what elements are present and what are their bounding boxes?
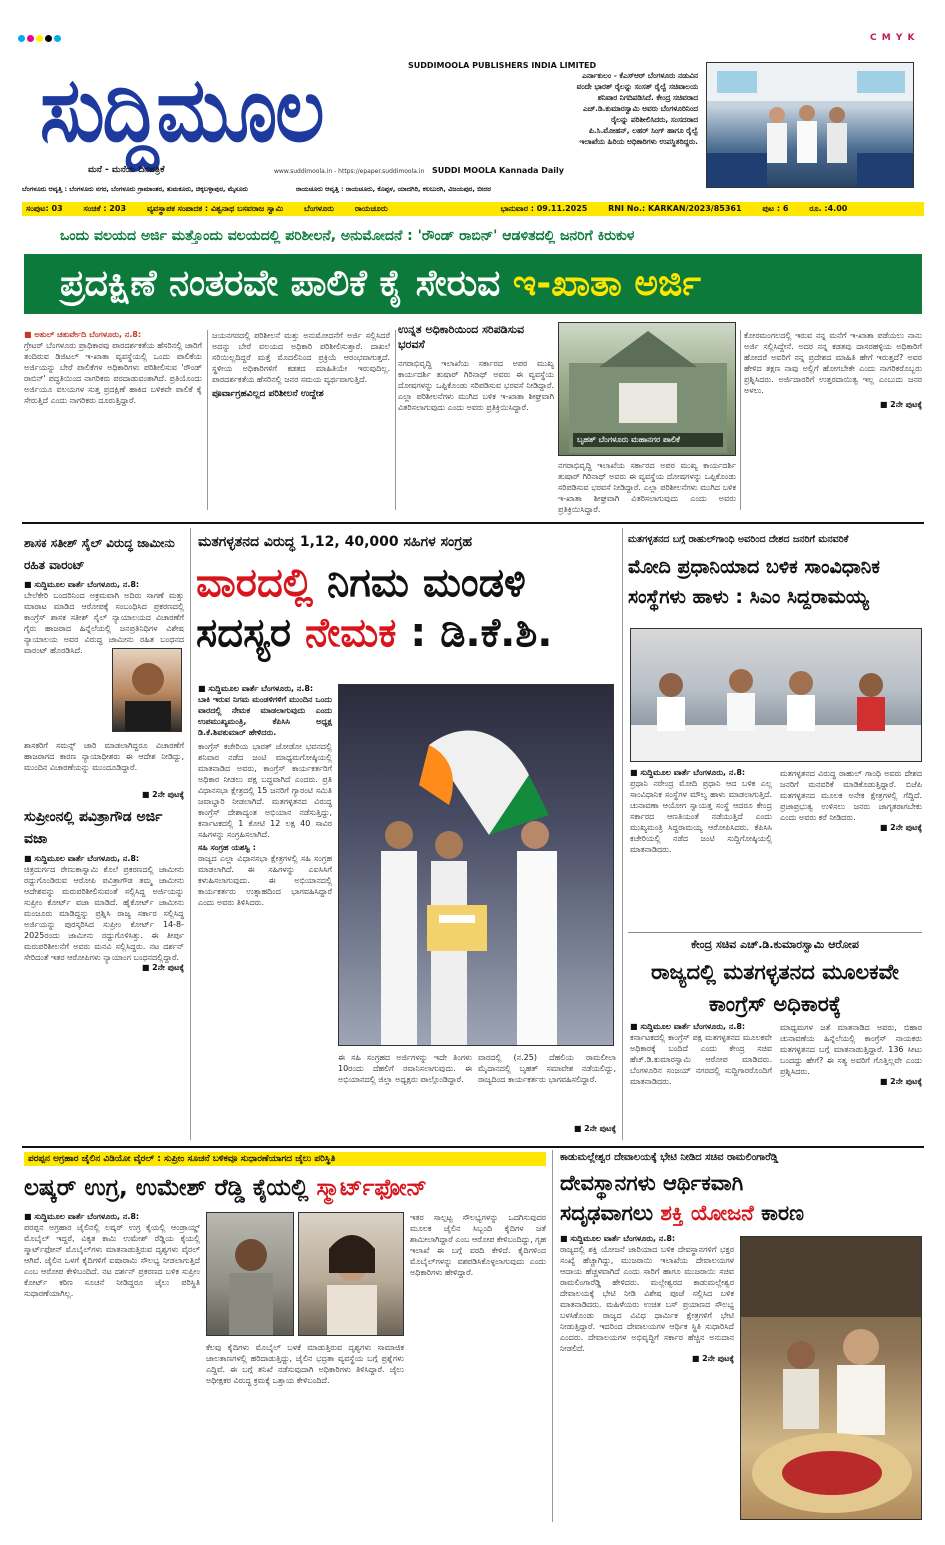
right-story1-col-2: [780, 768, 922, 833]
sidebar-box-title: ಉನ್ನತ ಅಧಿಕಾರಿಯಿಂದ ಸರಿಪಡಿಸುವ ಭರವಸೆ: [398, 323, 525, 351]
building-sign-text: ಬೃಹತ್ ಬೆಂಗಳೂರು ಮಹಾನಗರ ಪಾಲಿಕೆ: [577, 435, 680, 444]
lead-kicker: ಒಂದು ವಲಯದ ಅರ್ಜಿ ಮತ್ತೊಂದು ವಲಯದಲ್ಲಿ ಪರಿಶೀಲನೆ, ಅನುಮೋದನೆ : 'ರೌಂಡ್ ರಾಬಿನ್' ಆಡಳಿತದಲ್ಲಿ ಜನರಿಗೆ ಕಿರುಕುಳ: [60, 228, 635, 244]
inmate-2-illustration: [299, 1213, 404, 1336]
masthead-title: ಸುದ್ದಿಮೂಲ: [40, 56, 323, 162]
section-divider: [22, 522, 924, 524]
portrait-illustration: [113, 649, 182, 732]
lead-sidebar-box: [398, 322, 554, 413]
lead-subheading: ಪೂರ್ವಾಗ್ರಹವಿಲ್ಲದ ಪರಿಶೀಲನೆ ಉದ್ದೇಶ: [212, 389, 324, 399]
story1-more-link[interactable]: ■ 2ನೇ ಪುಟಕ್ಕೆ: [141, 790, 184, 799]
masthead-tagline: ಮನೆ - ಮನೆಯ ದಿನಪತ್ರಿಕೆ: [88, 165, 165, 175]
lead-more-link[interactable]: ■ 2ನೇ ಪುಟಕ್ಕೆ: [879, 400, 922, 409]
dk-shivakumar-rally-photo: [338, 684, 614, 1046]
right-story1-col-1: [630, 768, 772, 855]
divider: [207, 330, 208, 510]
story2-byline: ■ ಸುದ್ದಿಮೂಲ ವಾರ್ತೆ ಬೆಂಗಳೂರು, ನ.8:: [24, 854, 140, 863]
masthead-urls: www.suddimoola.in - https://epaper.suddimoola.in: [274, 168, 425, 175]
center-headline-red-1: ವಾರದಲ್ಲಿ: [196, 560, 314, 606]
mla-portrait-photo: [112, 648, 182, 732]
divider: [190, 528, 191, 1140]
center-headline-black-3: : ಡಿ.ಕೆ.ಶಿ.: [396, 610, 553, 656]
lead-col-1: [24, 330, 202, 406]
bottom-left-kicker: [24, 1152, 546, 1166]
lead-col-4: [744, 330, 922, 410]
lead-headline-highlight: ಇ-ಖಾತಾ ಅರ್ಜಿ: [512, 263, 701, 304]
right-story2-kicker: ಕೇಂದ್ರ ಸಚಿವ ಎಚ್.ಡಿ.ಕುಮಾರಸ್ವಾಮಿ ಆರೋಪ: [691, 938, 859, 951]
publisher-name: SUDDIMOOLA PUBLISHERS INDIA LIMITED: [408, 61, 597, 70]
center-headline-red-2: ನೇಮಕ: [304, 610, 397, 656]
center-text-2: ರಾಜ್ಯದ ಎಲ್ಲಾ ವಿಧಾನಸಭಾ ಕ್ಷೇತ್ರಗಳಲ್ಲಿ ಸಹಿ ಸಂಗ್ರಹ ಮಾಡಲಾಗಿದೆ. ಈ ಸಹಿಗಳನ್ನು ಎಐಸಿಸಿಗೆ ಕಳುಹಿಸಲಾಗುವುದು. ಈ ಅಭಿಯಾನದಲ್ಲಿ ಕಾರ್ಯಕರ್ತರು ಉತ್ಸಾಹದಿಂದ ಭಾಗವಹಿಸಿದ್ದಾರೆ ಎಂದು ಅವರು ತಿಳಿಸಿದರು.: [198, 854, 332, 907]
cyan-dot: [18, 35, 25, 42]
editions-line-left: ಬೆಂಗಳೂರು ಆವೃತ್ತಿ : ಬೆಂಗಳೂರು ನಗರ, ಬೆಂಗಳೂರು ಗ್ರಾಮಾಂತರ, ತುಮಕೂರು, ಚಿಕ್ಕಬಳ್ಳಾಪುರ, ಮೈಸೂರು: [22, 185, 248, 193]
story1-text: ಬೇಲೆಕೇರಿ ಬಂದರಿನಿಂದ ಅಕ್ರಮವಾಗಿ ಅದಿರು ಸಾಗಣೆ ಮತ್ತು ಮಾರಾಟ ಮಾಡಿದ ಆರೋಪಕ್ಕೆ ಸಂಬಂಧಿಸಿದ ಪ್ರಕರಣದಲ್ಲಿ ಕಾಂಗ್ರೆಸ್ ಶಾಸಕ ಸತೀಶ್ ಸೈಲ್ ನ್ಯಾಯಾಲಯದ ವಿಚಾರಣೆಗೆ ಗೈರು ಹಾಜರಾದ ಹಿನ್ನೆಲೆಯಲ್ಲಿ ಜನಪ್ರತಿನಿಧಿಗಳ ವಿಶೇಷ ನ್ಯಾಯಾಲಯ ಅವರ ವಿರುದ್ಧ ಜಾಮೀನು ರಹಿತ ಬಂಧನದ ವಾರಂಟ್ ಹೊರಡಿಸಿದೆ.: [24, 591, 184, 655]
pages-label: ಪುಟ : 6: [762, 204, 789, 213]
divider: [552, 1150, 553, 1522]
bottom-right-more-link[interactable]: ■ 2ನೇ ಪುಟಕ್ಕೆ: [691, 1354, 734, 1363]
left-story-1: [24, 532, 184, 656]
bottom-right-col-text: [560, 1234, 734, 1364]
right-story2-col-2: [780, 1022, 922, 1087]
center-lead-bold: ಬಾಕಿ ಇರುವ ನಿಗಮ ಮಂಡಳಿಗಳಿಗೆ ಮುಂದಿನ ಒಂದು ವಾರದಲ್ಲಿ ನೇಮಕ ಮಾಡಲಾಗುವುದು ಎಂದು ಉಪಮುಖ್ಯಮಂತ್ರಿ, ಕೆಪಿಸಿಸಿ ಅಧ್ಯಕ್ಷ ಡಿ.ಕೆ.ಶಿವಕುಮಾರ್ ಹೇಳಿದರು.: [198, 695, 332, 737]
story2-more-link[interactable]: ■ 2ನೇ ಪುಟಕ್ಕೆ: [141, 963, 184, 972]
bottom-left-kicker-text: ಪರಪ್ಪನ ಅಗ್ರಹಾರ ಜೈಲಿನ ವಿಡಿಯೋ ವೈರಲ್ : ಸುಪ್ರೀಂ ಸೂಚನೆ ಬಳಿಕವೂ ಸುಧಾರಣೆಯಾಗದ ಜೈಲು ಪರಿಸ್ಥಿತಿ: [28, 1154, 336, 1164]
bottom-left-byline: ■ ಸುದ್ದಿಮೂಲ ವಾರ್ತೆ ಬೆಂಗಳೂರು, ನ.8:: [24, 1212, 140, 1221]
bottom-right-headline-end: ಕಾರಣ: [753, 1201, 804, 1225]
divider: [740, 330, 741, 510]
prison-video-still-1: [206, 1212, 294, 1336]
story1-byline: ■ ಸುದ್ದಿಮೂಲ ವಾರ್ತೆ ಬೆಂಗಳೂರು, ನ.8:: [24, 580, 140, 589]
right-story2-byline: ■ ಸುದ್ದಿಮೂಲ ವಾರ್ತೆ ಬೆಂಗಳೂರು, ನ.8:: [630, 1022, 746, 1031]
center-col-text: [198, 684, 332, 908]
right-story1-text-2: ಮತಗಳ್ಳತನದ ವಿರುದ್ಧ ರಾಹುಲ್ ಗಾಂಧಿ ಅವರು ದೇಶದ ಜನರಿಗೆ ಮನವರಿಕೆ ಮಾಡಿಕೊಡುತ್ತಿದ್ದಾರೆ. ಬಿಜೆಪಿ ಮತಗಳ್ಳತನದ ಮೂಲಕ ಅನೇಕ ಕ್ಷೇತ್ರಗಳಲ್ಲಿ ಗೆದ್ದಿದೆ. ಪ್ರಜಾಪ್ರಭುತ್ವ ಉಳಿಸಲು ಜನರು ಜಾಗೃತರಾಗಬೇಕು ಎಂದು ಅವರು ಕರೆ ನೀಡಿದರು.: [780, 769, 922, 822]
cm-press-meet-photo: [630, 628, 922, 762]
center-headline: [196, 558, 616, 658]
center-more-link[interactable]: ■ 2ನೇ ಪುಟಕ್ಕೆ: [573, 1124, 616, 1133]
bottom-right-headline-line-2: [560, 1198, 922, 1228]
lead-headline: [24, 254, 922, 314]
bottom-left-text-1: ಪರಪ್ಪನ ಅಗ್ರಹಾರ ಜೈಲಿನಲ್ಲಿ ಲಷ್ಕರ್ ಉಗ್ರ ಕೈಯಲ್ಲಿ ಆಂಡ್ರಾಯ್ಡ್ ಮೊಬೈಲ್ ಇದ್ದರೆ, ವಿಕೃತ ಕಾಮಿ ಉಮೇಶ್ ರೆಡ್ಡಿಯ ಕೈಯಲ್ಲಿ ಸ್ಮಾರ್ಟ್‌ಫೋನ್ ಮೊಬೈಲ್‌ಗಳು ಮಾತನಾಡುತ್ತಿರುವ ದೃಶ್ಯಗಳು ವೈರಲ್ ಆಗಿವೆ. ಜೈಲಿನ ಒಳಗೆ ಕೈದಿಗಳಿಗೆ ಐಷಾರಾಮಿ ಸೌಲಭ್ಯ ನೀಡಲಾಗುತ್ತಿದೆ ಎಂಬ ಆರೋಪ ಕೇಳಿಬಂದಿದೆ. ನಟ ದರ್ಶನ್ ಪ್ರಕರಣದ ಬಳಿಕ ಸುಪ್ರೀಂ ಕೋರ್ಟ್ ಕಠಿಣ ಸೂಚನೆ ನೀಡಿದ್ದರೂ ಜೈಲು ಪರಿಸ್ಥಿತಿ ಸುಧಾರಣೆಯಾಗಿಲ್ಲ.: [24, 1223, 200, 1298]
top-photo-caption: ಎರ್ನಾಕುಲಂ - ಕೆಎಸ್‌ಆರ್ ಬೆಂಗಳೂರು ನಡುವಿನ ವಂದೇ ಭಾರತ್ ರೈಲನ್ನು ಸಂಸತ್ ರೈಲ್ವೆ ಸಚಿವಾಲಯ ಶನಿವಾರ ನಿಗದಿಪಡಿಸಿದೆ. ಕೇಂದ್ರ ಸಚಿವರಾದ ಎಚ್.ಡಿ.ಕುಮಾರಸ್ವಾಮಿ ಅವರು ಬೆಂಗಳೂರಿನಿಂದ ರೈಲನ್ನು ಪರಿಶೀಲಿಸಿದರು, ಸಂಸದರಾದ ಪಿ.ಸಿ.ಮೋಹನ್, ಲಹರ್ ಸಿಂಗ್ ಹಾಗೂ ರೈಲ್ವೆ ಇಲಾಖೆಯ ಹಿರಿಯ ಅಧಿಕಾರಿಗಳು ಉಪಸ್ಥಿತರಿದ್ದರು.: [576, 71, 698, 146]
prison-video-still-2: [298, 1212, 404, 1336]
left-story-2: [24, 806, 184, 973]
lead-byline: ■ ಅತುಲ್ ಚತುರ್ವೇದಿ ಬೆಂಗಳೂರು, ನ.8:: [24, 330, 142, 339]
cyan-dot: [54, 35, 61, 42]
center-bottom-col-2: ವಾರದಲ್ಲಿ (ನ.25) ದೆಹಲಿಯ ರಾಮಲೀಲಾ ಮೈದಾನದಲ್ಲಿ ಬೃಹತ್ ಸಮಾವೇಶ ನಡೆಯಲಿದ್ದು, ರಾಜ್ಯದಿಂದ ಕಾರ್ಯಕರ್ತರು ಭಾಗವಹಿಸಲಿದ್ದಾರೆ.: [478, 1053, 616, 1084]
lead-col2-text: ಜಯನಗರದಲ್ಲಿ ಪರಿಶೀಲನೆ ಮತ್ತು ಅನುಮೋದನೆಗೆ ಅರ್ಜಿ ಸಲ್ಲಿಸಿದರೆ ಅದನ್ನು ಬೇರೆ ವಲಯದ ಅಧಿಕಾರಿ ಪರಿಶೀಲಿಸುತ್ತಾರೆ. ದಾಖಲೆ ಸರಿಯಿಲ್ಲದಿದ್ದರೆ ಮತ್ತೆ ಮೊದಲಿನಿಂದ ಪ್ರಕ್ರಿಯೆ ಆರಂಭವಾಗುತ್ತದೆ. ಸ್ಥಳೀಯ ಅಧಿಕಾರಿಗಳಿಗೆ ಕಡತದ ಮಾಹಿತಿಯೇ ಇರುವುದಿಲ್ಲ. ಪಾರದರ್ಶಕತೆಯ ಹೆಸರಿನಲ್ಲಿ ಜನರ ಸಮಯ ವ್ಯರ್ಥವಾಗುತ್ತಿದೆ.: [212, 331, 390, 384]
lead-col1-text: ಗ್ರೇಟರ್ ಬೆಂಗಳೂರು ಪ್ರಾಧಿಕಾರವು ಪಾರದರ್ಶಕತೆಯ ಹೆಸರಿನಲ್ಲಿ ಜಾರಿಗೆ ತಂದಿರುವ ಡಿಜಿಟಲ್ ಇ-ಖಾತಾ ವ್ಯವಸ್ಥೆಯಲ್ಲಿ ಒಂದು ಪಾಲಿಕೆಯ ಅರ್ಜಿಯನ್ನು ಬೇರೆ ಪಾಲಿಕೆಗಳ ಅಧಿಕಾರಿಗಳು ಪರಿಶೀಲಿಸುವ 'ರೌಂಡ್ ರಾಬಿನ್' ಪದ್ಧತಿಯಿಂದ ನಾಗರಿಕರು ಪರದಾಡುವಂತಾಗಿದೆ. ಪ್ರತಿಯೊಂದು ಅರ್ಜಿಯೂ ವಲಯಗಳ ಸುತ್ತ ಪ್ರದಕ್ಷಿಣೆ ಹಾಕಿದ ಬಳಿಕವೇ ಪಾಲಿಕೆ ಕೈ ಸೇರುತ್ತಿದೆ ಎಂದು ನಾಗರಿಕರು ದೂರುತ್ತಿದ್ದಾರೆ.: [24, 341, 202, 405]
section-divider: [628, 932, 922, 933]
right-story1-text-1: ಪ್ರಧಾನಿ ನರೇಂದ್ರ ಮೋದಿ ಪ್ರಧಾನಿ ಆದ ಬಳಿಕ ಎಲ್ಲ ಸಾಂವಿಧಾನಿಕ ಸಂಸ್ಥೆಗಳ ಮೌಲ್ಯ ಹಾಳು ಮಾಡಲಾಗುತ್ತಿದೆ. ಚುನಾವಣಾ ಆಯೋಗ ಸ್ವಾಯತ್ತ ಸಂಸ್ಥೆ ಆದರೂ ಕೇಂದ್ರ ಸರ್ಕಾರದ ಆಣತಿಯಂತೆ ನಡೆಯುತ್ತಿದೆ ಎಂದು ಮುಖ್ಯಮಂತ್ರಿ ಸಿದ್ದರಾಮಯ್ಯ ಆರೋಪಿಸಿದರು. ಕೆಪಿಸಿಸಿ ಕಚೇರಿಯಲ್ಲಿ ನಡೆದ ಜಂಟಿ ಸುದ್ದಿಗೋಷ್ಠಿಯಲ್ಲಿ ಮಾತನಾಡಿದರು.: [630, 779, 772, 854]
date-label: ಭಾನುವಾರ : 09.11.2025: [500, 204, 588, 213]
bottom-right-headline-red: ಶಕ್ತಿ ಯೋಜನೆ: [660, 1201, 754, 1225]
bbmp-building-photo: [558, 322, 736, 456]
section-divider: [22, 1146, 924, 1148]
bottom-right-headline-black: ಸದೃಢವಾಗಲು: [560, 1201, 661, 1225]
story1-text-continued: ಶಾಸಕರಿಗೆ ಸಮನ್ಸ್ ಜಾರಿ ಮಾಡಲಾಗಿದ್ದರೂ ವಿಚಾರಣೆಗೆ ಹಾಜರಾಗದ ಕಾರಣ ನ್ಯಾಯಾಧೀಶರು ಈ ಆದೇಶ ನೀಡಿದ್ದು, ಮುಂದಿನ ವಿಚಾರಣೆಯನ್ನು ಮುಂದೂಡಿದ್ದಾರೆ.: [24, 741, 184, 772]
lead-headline-main: ಪ್ರದಕ್ಷಿಣೆ ನಂತರವೇ ಪಾಲಿಕೆ ಕೈ ಸೇರುವ: [60, 263, 513, 304]
masthead-english-name: SUDDI MOOLA Kannada Daily: [432, 166, 564, 175]
right-story2-headline: ರಾಜ್ಯದಲ್ಲಿ ಮತಗಳ್ಳತನದ ಮೂಲಕವೇ ಕಾಂಗ್ರೆಸ್ ಅಧಿಕಾರಕ್ಕೆ: [651, 960, 899, 1016]
lead-col3-under-photo: [558, 460, 736, 515]
bottom-left-text-2: ಕೆಲವು ಕೈದಿಗಳು ಮೊಬೈಲ್ ಬಳಕೆ ಮಾಡುತ್ತಿರುವ ದೃಶ್ಯಗಳು ಸಾಮಾಜಿಕ ಜಾಲತಾಣಗಳಲ್ಲಿ ಹರಿದಾಡುತ್ತಿದ್ದು, ಜೈಲಿನ ಭದ್ರತಾ ವ್ಯವಸ್ಥೆಯ ಬಗ್ಗೆ ಪ್ರಶ್ನೆಗಳು ಎದ್ದಿವೆ. ಈ ಬಗ್ಗೆ ತನಿಖೆ ನಡೆಸುವುದಾಗಿ ಅಧಿಕಾರಿಗಳು ತಿಳಿಸಿದ್ದಾರೆ. ಜೈಲು ಅಧೀಕ್ಷಕರ ವಿರುದ್ಧ ಕ್ರಮಕ್ಕೆ ಒತ್ತಾಯ ಕೇಳಿಬಂದಿದೆ.: [206, 1343, 404, 1385]
train-interior-illustration: [707, 63, 914, 188]
cmyk-label: C M Y K: [870, 33, 916, 43]
inmate-1-illustration: [207, 1213, 294, 1336]
editions-line-right: ರಾಯಚೂರು ಆವೃತ್ತಿ : ರಾಯಚೂರು, ಕೊಪ್ಪಳ, ಯಾದಗಿರಿ, ಕಲಬುರಗಿ, ವಿಜಯಪುರ, ಬೀದರ: [296, 185, 491, 193]
bottom-right-headline: [560, 1168, 922, 1228]
bottom-left-headline-red: ಸ್ಮಾರ್ಟ್‌ಫೋನ್: [316, 1175, 427, 1201]
right-story1-headline: ಮೋದಿ ಪ್ರಧಾನಿಯಾದ ಬಳಿಕ ಸಾಂವಿಧಾನಿಕ ಸಂಸ್ಥೆಗಳು ಹಾಳು : ಸಿಎಂ ಸಿದ್ದರಾಮಯ್ಯ: [628, 556, 880, 608]
center-bottom-col-1: ಈ ಸಹಿ ಸಂಗ್ರಹದ ಅರ್ಜಿಗಳನ್ನು ಇದೇ ತಿಂಗಳು 10ರಂದು ದೆಹಲಿಗೆ ರವಾನಿಸಲಾಗುವುದು. ಈ ಅಭಿಯಾನದಲ್ಲಿ ಜಿಲ್ಲಾ ಅಧ್ಯಕ್ಷರು ಪಾಲ್ಗೊಂಡಿದ್ದಾರೆ.: [338, 1053, 472, 1084]
lead-col-2: [212, 330, 390, 399]
city-label-2: ರಾಯಚೂರು: [354, 204, 388, 213]
temple-visit-photo: [740, 1236, 922, 1520]
bottom-right-kicker: ಕಾಡುಮಲ್ಲೇಶ್ವರ ದೇವಾಲಯಕ್ಕೆ ಭೇಟಿ ನೀಡಿದ ಸಚಿವ ರಾಮಲಿಂಗಾರೆಡ್ಡಿ: [560, 1152, 779, 1163]
lead-col4-text: ಕೋರಮಂಗಲದಲ್ಲಿ ಇರುವ ನನ್ನ ಮನೆಗೆ ಇ-ಖಾತಾ ಪಡೆಯಲು ನಾನು ಅರ್ಜಿ ಸಲ್ಲಿಸಿದ್ದೇನೆ. ಅದರ ನನ್ನ ಕಡತವು ದಾಸರಹಳ್ಳಿಯ ಅಧಿಕಾರಿಗೆ ಹೋದರೆ ಅವರಿಗೆ ನನ್ನ ಪ್ರದೇಶದ ಮಾಹಿತಿ ಹೇಗೆ ಇರುತ್ತದೆ? ಅವರ ಹೇಳಿದ ತಕ್ಷಣ ನಾವು ಅಲ್ಲಿಗೆ ಹೋಗಬೇಕೇ ಎಂದು ನಾಗರಿಕರೊಬ್ಬರು ಪ್ರಶ್ನಿಸಿದರು. ಅರ್ಜಿದಾರರಿಗೆ ಉತ್ತರದಾಯಿತ್ವ ಇಲ್ಲ ಎಂಬುದು ಜನರ ಅಳಲು.: [744, 331, 922, 395]
center-headline-line-1: [196, 558, 616, 608]
center-headline-line-2: [196, 608, 616, 658]
right-story2-text-2: ಮಾಧ್ಯಮಗಳ ಜತೆ ಮಾತನಾಡಿದ ಅವರು, ಬಿಹಾರ ಚುನಾವಣೆಯ ಹಿನ್ನೆಲೆಯಲ್ಲಿ ಕಾಂಗ್ರೆಸ್ ನಾಯಕರು ಮತಗಳ್ಳತನದ ಬಗ್ಗೆ ಮಾತನಾಡುತ್ತಿದ್ದಾರೆ. 136 ಸೀಟು ಬಂದದ್ದು ಹೇಗೆ? ಈ ಸತ್ಯ ಅವರಿಗೆ ಗೊತ್ತಿಲ್ಲವೇ ಎಂದು ಪ್ರಶ್ನಿಸಿದರು.: [780, 1023, 922, 1076]
story2-text: ಚಿತ್ರದುರ್ಗದ ರೇಣುಕಾಸ್ವಾಮಿ ಕೊಲೆ ಪ್ರಕರಣದಲ್ಲಿ ಜಾಮೀನು ರದ್ದುಗೊಂಡಿರುವ ಆರೋಪಿ ಪವಿತ್ರಾಗೌಡ ತಮ್ಮ ಜಾಮೀನು ಆದೇಶವನ್ನು ಮರುಪರಿಶೀಲಿಸುವಂತೆ ಸಲ್ಲಿಸಿದ್ದ ಅರ್ಜಿಯನ್ನು ಸುಪ್ರೀಂ ಕೋರ್ಟ್ ವಜಾ ಮಾಡಿದೆ. ಹೈಕೋರ್ಟ್ ಜಾಮೀನು ಮಂಜೂರು ಮಾಡಿದ್ದನ್ನು ಪ್ರಶ್ನಿಸಿ ರಾಜ್ಯ ಸರ್ಕಾರ ಸಲ್ಲಿಸಿದ್ದ ಅರ್ಜಿಯನ್ನು ಪುರಸ್ಕರಿಸಿದ ಸುಪ್ರೀಂ ಕೋರ್ಟ್ 14-8-2025ರಂದು ಜಾಮೀನು ರದ್ದುಗೊಳಿಸಿತ್ತು. ಈ ತೀರ್ಪು ಮರುಪರಿಶೀಲನೆಗೆ ಅವರು ಮನವಿ ಸಲ್ಲಿಸಿದ್ದರು. ನಟ ದರ್ಶನ್ ಸೇರಿದಂತೆ ಇತರ ಆರೋಪಿಗಳು ನ್ಯಾಯಾಂಗ ಬಂಧನದಲ್ಲಿದ್ದಾರೆ.: [24, 865, 184, 962]
magenta-dot: [27, 35, 34, 42]
bottom-left-headline-black: ಲಷ್ಕರ್ ಉಗ್ರ, ಉಮೇಶ್ ರೆಡ್ಡಿ ಕೈಯಲ್ಲಿ: [24, 1175, 317, 1201]
temple-illustration: [741, 1237, 922, 1520]
price-label: ರೂ. :4.00: [809, 204, 848, 213]
divider: [395, 330, 396, 510]
center-text: ಕಾಂಗ್ರೆಸ್ ಕಚೇರಿಯ ಭಾರತ್ ಜೋಡೋ ಭವನದಲ್ಲಿ ಶನಿವಾರ ನಡೆದ ಜಂಟಿ ಮಾಧ್ಯಮಗೋಷ್ಠಿಯಲ್ಲಿ ಮಾತನಾಡಿದ ಅವರು, ಕಾಂಗ್ರೆಸ್ ಕಾರ್ಯಕರ್ತರಿಗೆ ಅಧಿಕಾರ ನೀಡಲು ಪಕ್ಷ ಬದ್ಧವಾಗಿದೆ ಎಂದರು. ಪ್ರತಿ ವಿಧಾನಸಭಾ ಕ್ಷೇತ್ರದಲ್ಲಿ 15 ಜನರಿಗೆ ಗ್ಯಾರಂಟಿ ಸಮಿತಿ ಜವಾಬ್ದಾರಿ ನೀಡಲಾಗಿದೆ. ಮತಗಳ್ಳತನದ ವಿರುದ್ಧ ಕಾಂಗ್ರೆಸ್ ದೇಶಾದ್ಯಂತ ಅಭಿಯಾನ ನಡೆಸುತ್ತಿದ್ದು, ಕರ್ನಾಟಕದಲ್ಲಿ 1 ಕೋಟಿ 12 ಲಕ್ಷ 40 ಸಾವಿರ ಸಹಿಗಳನ್ನು ಸಂಗ್ರಹಿಸಲಾಗಿದೆ.: [198, 742, 332, 839]
volume-label: ಸಂಪುಟ: 03: [26, 204, 63, 213]
bottom-right-headline-line-1: ದೇವಸ್ಥಾನಗಳು ಆರ್ಥಿಕವಾಗಿ: [560, 1171, 744, 1195]
editor-label: ವ್ಯವಸ್ಥಾಪಕ ಸಂಪಾದಕ : ವಿಶ್ವನಾಥ ಬಸವರಾಜ ಸ್ವಾಮಿ: [146, 204, 284, 213]
lead-col3-text: ನಗರಾಭಿವೃದ್ಧಿ ಇಲಾಖೆಯ ಸರ್ಕಾರದ ಅಪರ ಮುಖ್ಯ ಕಾರ್ಯದರ್ಶಿ ತುಷಾರ್ ಗಿರಿನಾಥ್ ಅವರು ಈ ವ್ಯವಸ್ಥೆಯ ದೋಷಗಳನ್ನು ಒಪ್ಪಿಕೊಂಡು ಸರಿಪಡಿಸುವ ಭರವಸೆ ನೀಡಿದ್ದಾರೆ. ಎಲ್ಲಾ ಪರಿಶೀಲನೆಗಳು ಮುಗಿದ ಬಳಿಕ ಇ-ಖಾತಾ ಶೀಘ್ರವಾಗಿ ವಿತರಿಸಲಾಗುವುದು ಎಂದು ಅವರು ಪ್ರತಿಕ್ರಿಯಿಸಿದ್ದಾರೆ.: [558, 461, 736, 514]
story1-title: ಶಾಸಕ ಸತೀಶ್ ಸೈಲ್ ವಿರುದ್ಧ ಜಾಮೀನು ರಹಿತ ವಾರಂಟ್: [24, 536, 175, 572]
center-kicker: ಮತಗಳ್ಳತನದ ವಿರುದ್ಧ 1,12, 40,000 ಸಹಿಗಳ ಸಂಗ್ರಹ: [198, 534, 473, 550]
right-story2-col-1: [630, 1022, 772, 1087]
story2-title: ಸುಪ್ರೀಂನಲ್ಲಿ ಪವಿತ್ರಾಗೌಡ ಅರ್ಜಿ ವಜಾ: [24, 809, 163, 847]
black-dot: [45, 35, 52, 42]
center-headline-black-2: ಸದಸ್ಯರ: [196, 610, 305, 656]
press-meet-illustration: [631, 629, 922, 762]
center-subheading: ಸಹಿ ಸಂಗ್ರಹ ಯಶಸ್ವಿ :: [198, 843, 256, 852]
right-story1-more-link[interactable]: ■ 2ನೇ ಪುಟಕ್ಕೆ: [879, 823, 922, 832]
bottom-left-headline: [24, 1172, 546, 1204]
bottom-left-text-3: ಇತರ ಸಾಲ್ಪಟ್ಟ ಸೌಲಭ್ಯಗಳನ್ನು ಒದಗಿಸುವುದರ ಮೂಲಕ ಜೈಲಿನ ಸಿಬ್ಬಂದಿ ಕೈದಿಗಳ ಜತೆ ಶಾಮೀಲಾಗಿದ್ದಾರೆ ಎಂಬ ಆರೋಪ ಕೇಳಿಬಂದಿದ್ದು, ಗೃಹ ಇಲಾಖೆ ಈ ಬಗ್ಗೆ ವರದಿ ಕೇಳಿದೆ. ಕೈದಿಗಳಿಂದ ಮೊಬೈಲ್‌ಗಳನ್ನು ವಶಪಡಿಸಿಕೊಳ್ಳಲಾಗುವುದು ಎಂದು ಅಧಿಕಾರಿಗಳು ಹೇಳಿದ್ದಾರೆ.: [410, 1213, 546, 1277]
top-news-photo: [706, 62, 914, 188]
bottom-right-byline: ■ ಸುದ್ದಿಮೂಲ ವಾರ್ತೆ ಬೆಂಗಳೂರು, ನ.8:: [560, 1234, 676, 1243]
city-label-1: ಬೆಂಗಳೂರು: [304, 204, 334, 213]
right-story1-kicker: ಮತಗಳ್ಳತನದ ಬಗ್ಗೆ ರಾಹುಲ್‌ಗಾಂಧಿ ಅವರಿಂದ ದೇಶದ ಜನರಿಗೆ ಮನವರಿಕೆ: [628, 534, 849, 545]
yellow-dot: [36, 35, 43, 42]
bottom-left-col-1: [24, 1212, 200, 1299]
rni-label: RNI No.: KARKAN/2023/85361: [608, 204, 742, 213]
issue-info-bar: [22, 202, 924, 216]
rally-illustration: [339, 685, 614, 1046]
divider: [622, 528, 623, 1140]
right-story2-text-1: ಕರ್ನಾಟಕದಲ್ಲಿ ಕಾಂಗ್ರೆಸ್ ಪಕ್ಷ ಮತಗಳ್ಳತನದ ಮೂಲಕವೇ ಅಧಿಕಾರಕ್ಕೆ ಬಂದಿದೆ ಎಂದು ಕೇಂದ್ರ ಸಚಿವ ಹೆಚ್.ಡಿ.ಕುಮಾರಸ್ವಾಮಿ ಆರೋಪ ಮಾಡಿದರು. ಬೆಂಗಳೂರಿನ ಸಂಜಯ್ ನಗರದಲ್ಲಿ ಸುದ್ದಿಗಾರರೊಂದಿಗೆ ಮಾತನಾಡಿದರು.: [630, 1033, 772, 1086]
sidebar-box-text: ನಗರಾಭಿವೃದ್ಧಿ ಇಲಾಖೆಯ ಸರ್ಕಾರದ ಅಪರ ಮುಖ್ಯ ಕಾರ್ಯದರ್ಶಿ ತುಷಾರ್ ಗಿರಿನಾಥ್ ಅವರು ಈ ವ್ಯವಸ್ಥೆಯ ದೋಷಗಳನ್ನು ಒಪ್ಪಿಕೊಂಡು ಸರಿಪಡಿಸುವ ಭರವಸೆ ನೀಡಿದ್ದಾರೆ. ಎಲ್ಲಾ ಪರಿಶೀಲನೆಗಳು ಮುಗಿದ ಬಳಿಕ ಇ-ಖಾತಾ ಶೀಘ್ರವಾಗಿ ವಿತರಿಸಲಾಗುವುದು ಎಂದು ಅವರು ಪ್ರತಿಕ್ರಿಯಿಸಿದ್ದಾರೆ.: [398, 359, 554, 412]
center-byline: ■ ಸುದ್ದಿಮೂಲ ವಾರ್ತೆ ಬೆಂಗಳೂರು, ನ.8:: [198, 684, 314, 693]
registration-marks: [18, 35, 63, 42]
right-story2-more-link[interactable]: ■ 2ನೇ ಪುಟಕ್ಕೆ: [879, 1077, 922, 1086]
bottom-right-text: ರಾಜ್ಯದಲ್ಲಿ ಶಕ್ತಿ ಯೋಜನೆ ಜಾರಿಯಾದ ಬಳಿಕ ದೇವಸ್ಥಾನಗಳಿಗೆ ಭಕ್ತರ ಸಂಖ್ಯೆ ಹೆಚ್ಚಾಗಿದ್ದು, ಮುಜರಾಯಿ ಇಲಾಖೆಯ ದೇವಾಲಯಗಳ ಆದಾಯ ಹೆಚ್ಚಳವಾಗಿದೆ ಎಂದು ಸಾರಿಗೆ ಹಾಗೂ ಮುಜರಾಯಿ ಸಚಿವ ರಾಮಲಿಂಗಾರೆಡ್ಡಿ ಹೇಳಿದರು. ಮಲ್ಲೇಶ್ವರದ ಕಾಡುಮಲ್ಲೇಶ್ವರ ದೇವಾಲಯಕ್ಕೆ ಭೇಟಿ ನೀಡಿ ವಿಶೇಷ ಪೂಜೆ ಸಲ್ಲಿಸಿದ ಬಳಿಕ ಮಾತನಾಡಿದರು. ಮಹಿಳೆಯರು ಉಚಿತ ಬಸ್ ಪ್ರಯಾಣದ ಸೌಲಭ್ಯ ಬಳಸಿಕೊಂಡು ರಾಜ್ಯದ ವಿವಿಧ ಧಾರ್ಮಿಕ ಕ್ಷೇತ್ರಗಳಿಗೆ ಭೇಟಿ ನೀಡುತ್ತಿದ್ದಾರೆ. ಇದರಿಂದ ದೇವಾಲಯಗಳ ಆರ್ಥಿಕ ಸ್ಥಿತಿ ಸುಧಾರಿಸಿದೆ ಎಂದರು. ದೇವಾಲಯಗಳ ಅಭಿವೃದ್ಧಿಗೆ ಸರ್ಕಾರ ಹೆಚ್ಚಿನ ಅನುದಾನ ನೀಡಲಿದೆ.: [560, 1245, 734, 1353]
center-headline-black-1: ನಿಗಮ ಮಂಡಳಿ: [313, 560, 526, 606]
right-story1-byline: ■ ಸುದ್ದಿಮೂಲ ವಾರ್ತೆ ಬೆಂಗಳೂರು, ನ.8:: [630, 768, 746, 777]
issue-label: ಸಂಚಿಕೆ : 203: [83, 204, 127, 213]
